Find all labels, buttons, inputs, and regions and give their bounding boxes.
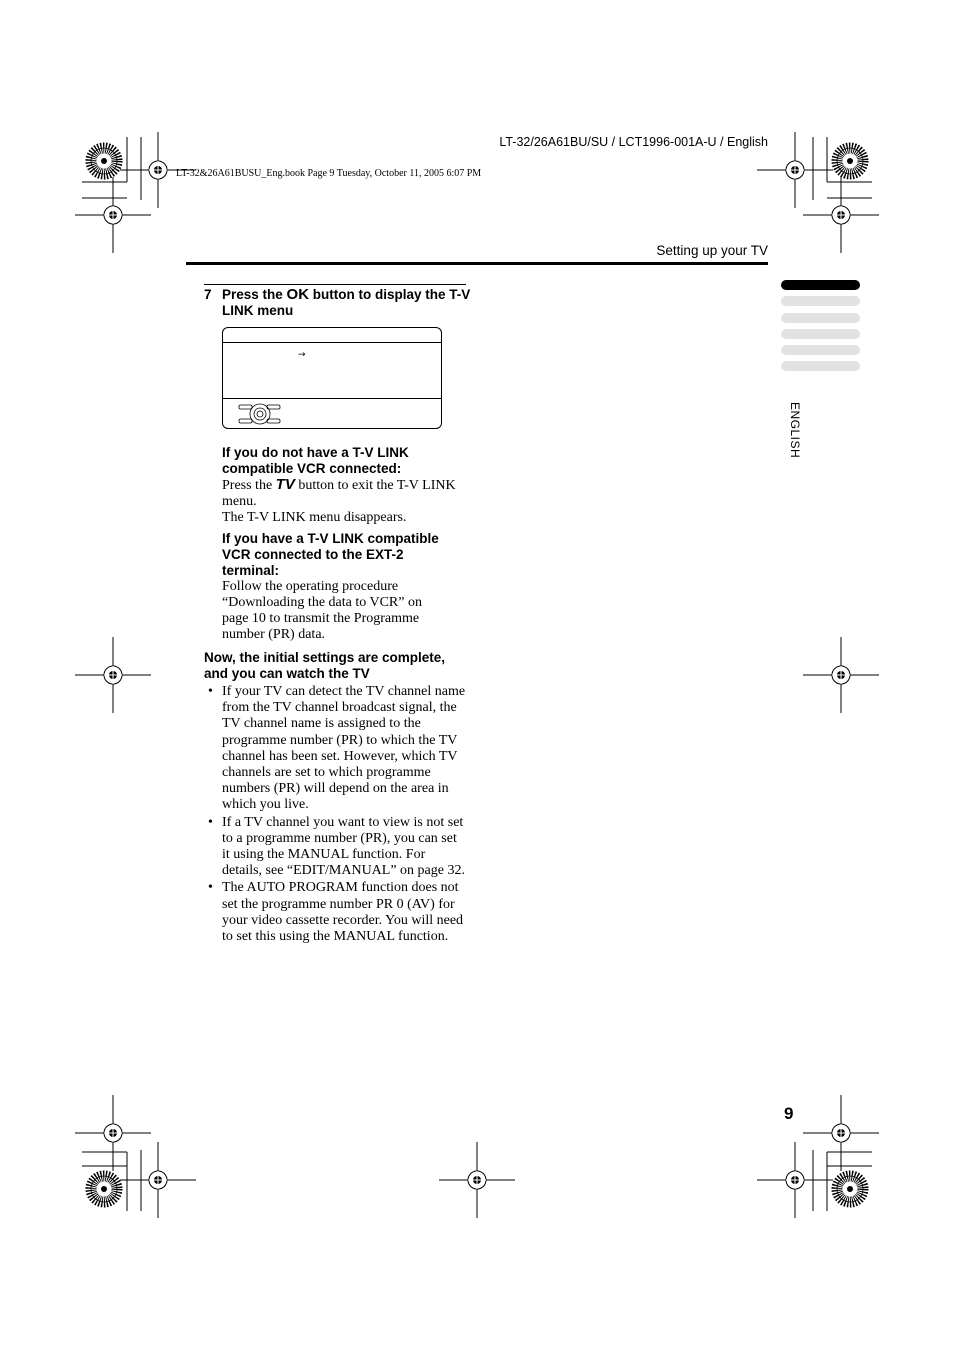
arrow-icon: →: [298, 350, 306, 360]
book-info-line: LT-32&26A61BUSU_Eng.book Page 9 Tuesday, October 11, 2005 6:07 PM: [176, 168, 482, 179]
list-item: • If a TV channel you want to view is not set to a programme number (PR), you can set it using the MANUAL function. For details, see “EDIT/MANUAL” on page 32.: [204, 815, 466, 880]
document-id: LT-32/26A61BU/SU / LCT1996-001A-U / English: [499, 135, 768, 149]
have-tvlink-body: Follow the operating procedure “Downloading the data to VCR” on page 10 to transmit the Programme number (PR) data.: [222, 579, 422, 642]
section-title: Setting up your TV: [656, 243, 768, 258]
ok-button-glyph: OK: [286, 286, 310, 303]
step-number: 7: [204, 287, 212, 302]
page-number: 9: [784, 1104, 794, 1123]
tv-button-glyph: TV: [275, 476, 295, 493]
no-tvlink-line2: The T-V LINK menu disappears.: [222, 510, 407, 525]
language-label: ENGLISH: [788, 402, 802, 459]
have-tvlink-heading: If you have a T-V LINK compatible VCR connected to the EXT-2 terminal:: [222, 531, 439, 578]
settings-complete-heading: Now, the initial settings are complete, and you can watch the TV: [204, 650, 446, 681]
list-item: • The AUTO PROGRAM function does not set the programme number PR 0 (AV) for your video cassette recorder. You will need to set this using the MANUAL function.: [204, 880, 466, 945]
list-item: • If your TV can detect the TV channel name from the TV channel broadcast signal, the TV channel name is assigned to the programme number (PR) to which the TV channel has been set. However, which TV channels are set to which programme numbers (PR) will depend on the area in which you live.: [204, 684, 466, 814]
no-tvlink-line1: Press the TV button to exit the T-V LINK menu.: [222, 476, 456, 509]
step-text: Press the OK button to display the T-V LINK menu: [222, 286, 471, 318]
no-tvlink-heading: If you do not have a T-V LINK compatible VCR connected:: [222, 445, 409, 476]
